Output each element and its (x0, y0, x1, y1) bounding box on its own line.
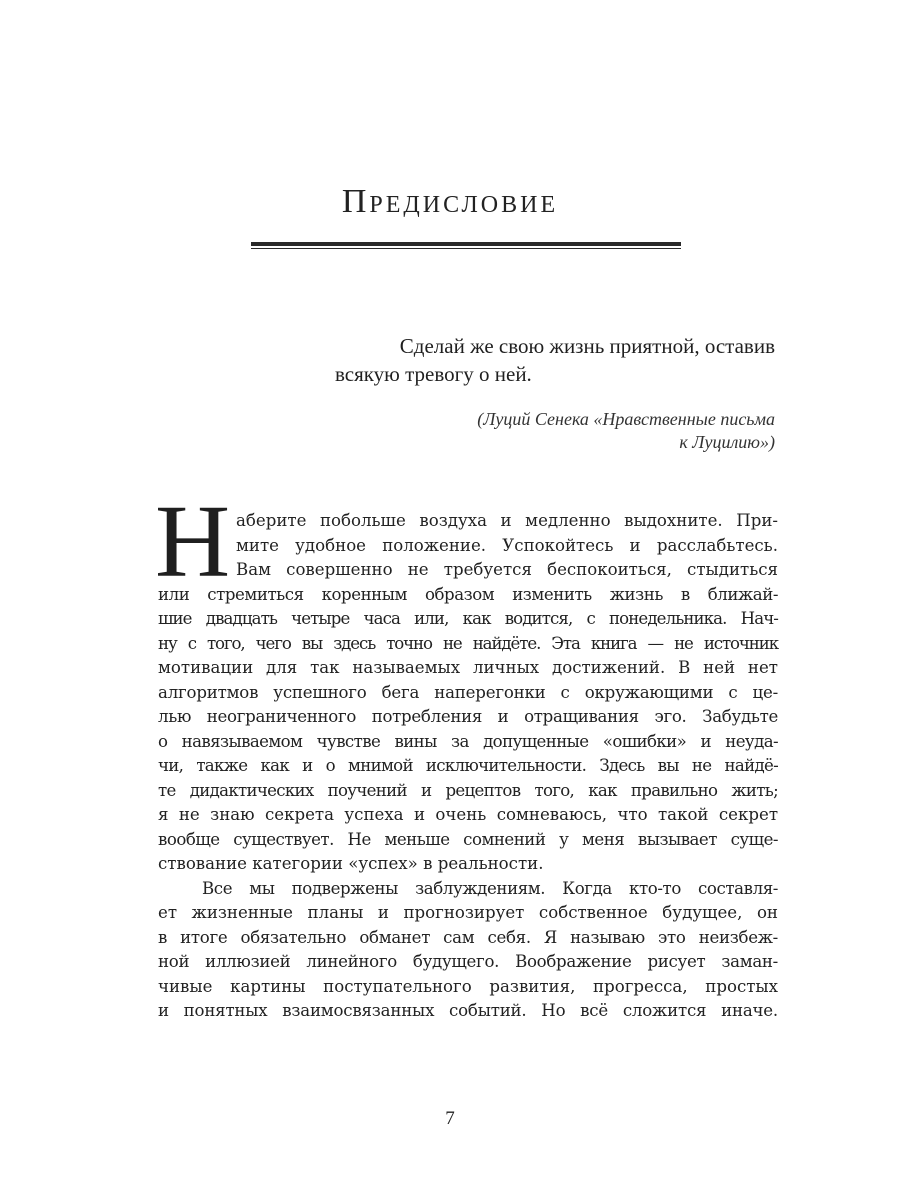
title-rule-thick (251, 242, 681, 246)
body-line: Все мы подвержены заблуждениям. Когда кто-то составля- (202, 878, 778, 898)
body-text (158, 509, 778, 1024)
body-line: аберите побольше воздуха и медленно выдохните. При- (236, 511, 778, 530)
epigraph-quote (335, 332, 775, 388)
body-line: или стремиться коренным образом изменить жизнь в ближай- (158, 584, 778, 604)
body-line: ну с того, чего вы здесь точно не найдёте. Эта книга — не источник (158, 633, 778, 653)
body-line: чи, также как и о мнимой исключительности. Здесь вы не найдё- (158, 756, 778, 775)
body-line: мотивации для так называемых личных достижений. В ней нет (158, 658, 778, 677)
body-line: ной иллюзией линейного будущего. Воображение рисует заман- (158, 952, 778, 971)
drop-cap-letter: Н (155, 484, 231, 599)
body-line: лью неограниченного потребления и отращивания эго. Забудьте (158, 707, 778, 726)
body-line: чивые картины поступательного развития, прогресса, простых (158, 976, 778, 996)
body-line: те дидактических поучений и рецептов того, как правильно жить; (158, 780, 778, 800)
chapter-title: Предисловие (341, 183, 559, 220)
title-double-rule (251, 242, 681, 249)
body-line: ствование категории «успех» в реальности. (158, 854, 544, 873)
epigraph-source-line-2: к Луцилию») (679, 432, 775, 452)
epigraph-source-line-1: (Луций Сенека «Нравственные письма (477, 409, 775, 429)
body-line: мите удобное положение. Успокойтесь и расслабьтесь. (236, 535, 778, 555)
body-line: шие двадцать четыре часа или, как водится, с понедельника. Нач- (158, 609, 778, 628)
title-rule-thin (251, 248, 681, 249)
body-line: ет жизненные планы и прогнозирует собственное будущее, он (158, 903, 778, 922)
body-line: алгоритмов успешного бега наперегонки с окружающими с це- (158, 682, 778, 702)
body-line: в итоге обязательно обманет сам себя. Я называю это неизбеж- (158, 927, 778, 947)
page-number: 7 (445, 1108, 455, 1129)
body-line: Вам совершенно не требуется беспокоиться, стыдиться (236, 560, 778, 579)
body-line: о навязываемом чувстве вины за допущенные «ошибки» и неуда- (158, 731, 778, 751)
epigraph-attribution (335, 408, 775, 454)
body-line: я не знаю секрета успеха и очень сомневаюсь, что такой секрет (158, 805, 778, 824)
body-line: вообще существует. Не меньше сомнений у меня вызывает суще- (158, 829, 778, 849)
epigraph-line-2: всякую тревогу о ней. (335, 362, 532, 386)
epigraph-line-1: Сделай же свою жизнь приятной, оставив (399, 334, 775, 358)
body-line: и понятных взаимосвязанных событий. Но всё сложится иначе. (158, 1001, 778, 1020)
